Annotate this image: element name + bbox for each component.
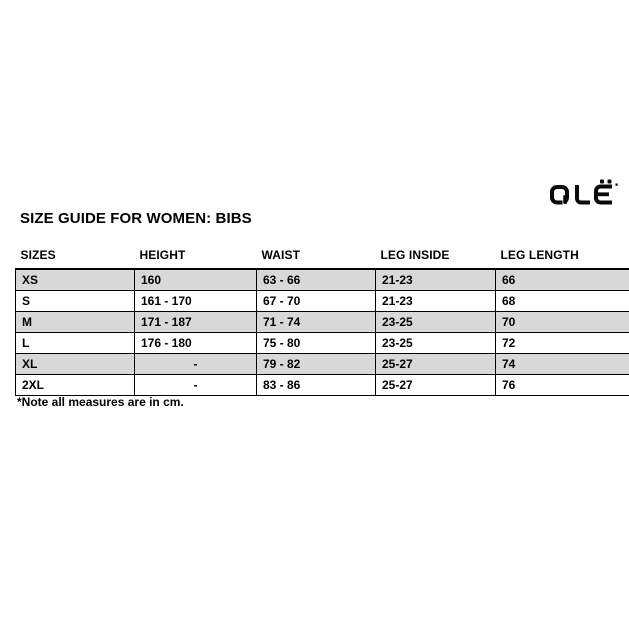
logo-dot [600, 180, 604, 184]
cell-waist: 71 - 74 [257, 312, 376, 333]
cell-height: - [135, 354, 257, 375]
table-row [16, 354, 629, 375]
cell-leg-inside: 25-27 [376, 354, 496, 375]
cell-waist: 83 - 86 [257, 375, 376, 396]
cell-size: XL [16, 354, 135, 375]
logo-dot [608, 180, 612, 184]
cell-leg-length: 70 [496, 312, 629, 333]
cell-leg-inside: 25-27 [376, 375, 496, 396]
measures-footnote: *Note all measures are in cm. [17, 395, 184, 409]
page-title: SIZE GUIDE FOR WOMEN: BIBS [20, 210, 252, 227]
table-header-row [16, 244, 629, 269]
table-row [16, 312, 629, 333]
cell-size: L [16, 333, 135, 354]
cell-leg-length: 66 [496, 269, 629, 291]
cell-height: 171 - 187 [135, 312, 257, 333]
column-header-waist: WAIST [261, 248, 300, 262]
cell-leg-inside: 21-23 [376, 269, 496, 291]
cell-size: 2XL [16, 375, 135, 396]
cell-leg-length: 74 [496, 354, 629, 375]
column-header-leg-inside: LEG INSIDE [380, 248, 450, 262]
size-guide-table [15, 244, 629, 396]
cell-leg-inside: 23-25 [376, 312, 496, 333]
cell-leg-inside: 23-25 [376, 333, 496, 354]
cell-height: 161 - 170 [135, 291, 257, 312]
cell-height: 160 [135, 269, 257, 291]
cell-waist: 75 - 80 [257, 333, 376, 354]
cell-size: S [16, 291, 135, 312]
logo-brand-name [0, 0, 1, 1]
cell-waist: 63 - 66 [257, 269, 376, 291]
trademark-mark [616, 184, 618, 186]
cell-height: 176 - 180 [135, 333, 257, 354]
column-header-leg-length: LEG LENGTH [500, 248, 579, 262]
cell-size: XS [16, 269, 135, 291]
table-row [16, 375, 629, 396]
table-row [16, 269, 629, 291]
column-header-sizes: SIZES [20, 248, 56, 262]
column-header-height: HEIGHT [139, 248, 186, 262]
table-row [16, 291, 629, 312]
ale-brand-logo [548, 177, 620, 207]
cell-leg-length: 72 [496, 333, 629, 354]
cell-waist: 67 - 70 [257, 291, 376, 312]
cell-waist: 79 - 82 [257, 354, 376, 375]
cell-height: - [135, 375, 257, 396]
table-row [16, 333, 629, 354]
cell-leg-length: 76 [496, 375, 629, 396]
cell-leg-length: 68 [496, 291, 629, 312]
table-body [16, 269, 629, 396]
cell-leg-inside: 21-23 [376, 291, 496, 312]
cell-size: M [16, 312, 135, 333]
